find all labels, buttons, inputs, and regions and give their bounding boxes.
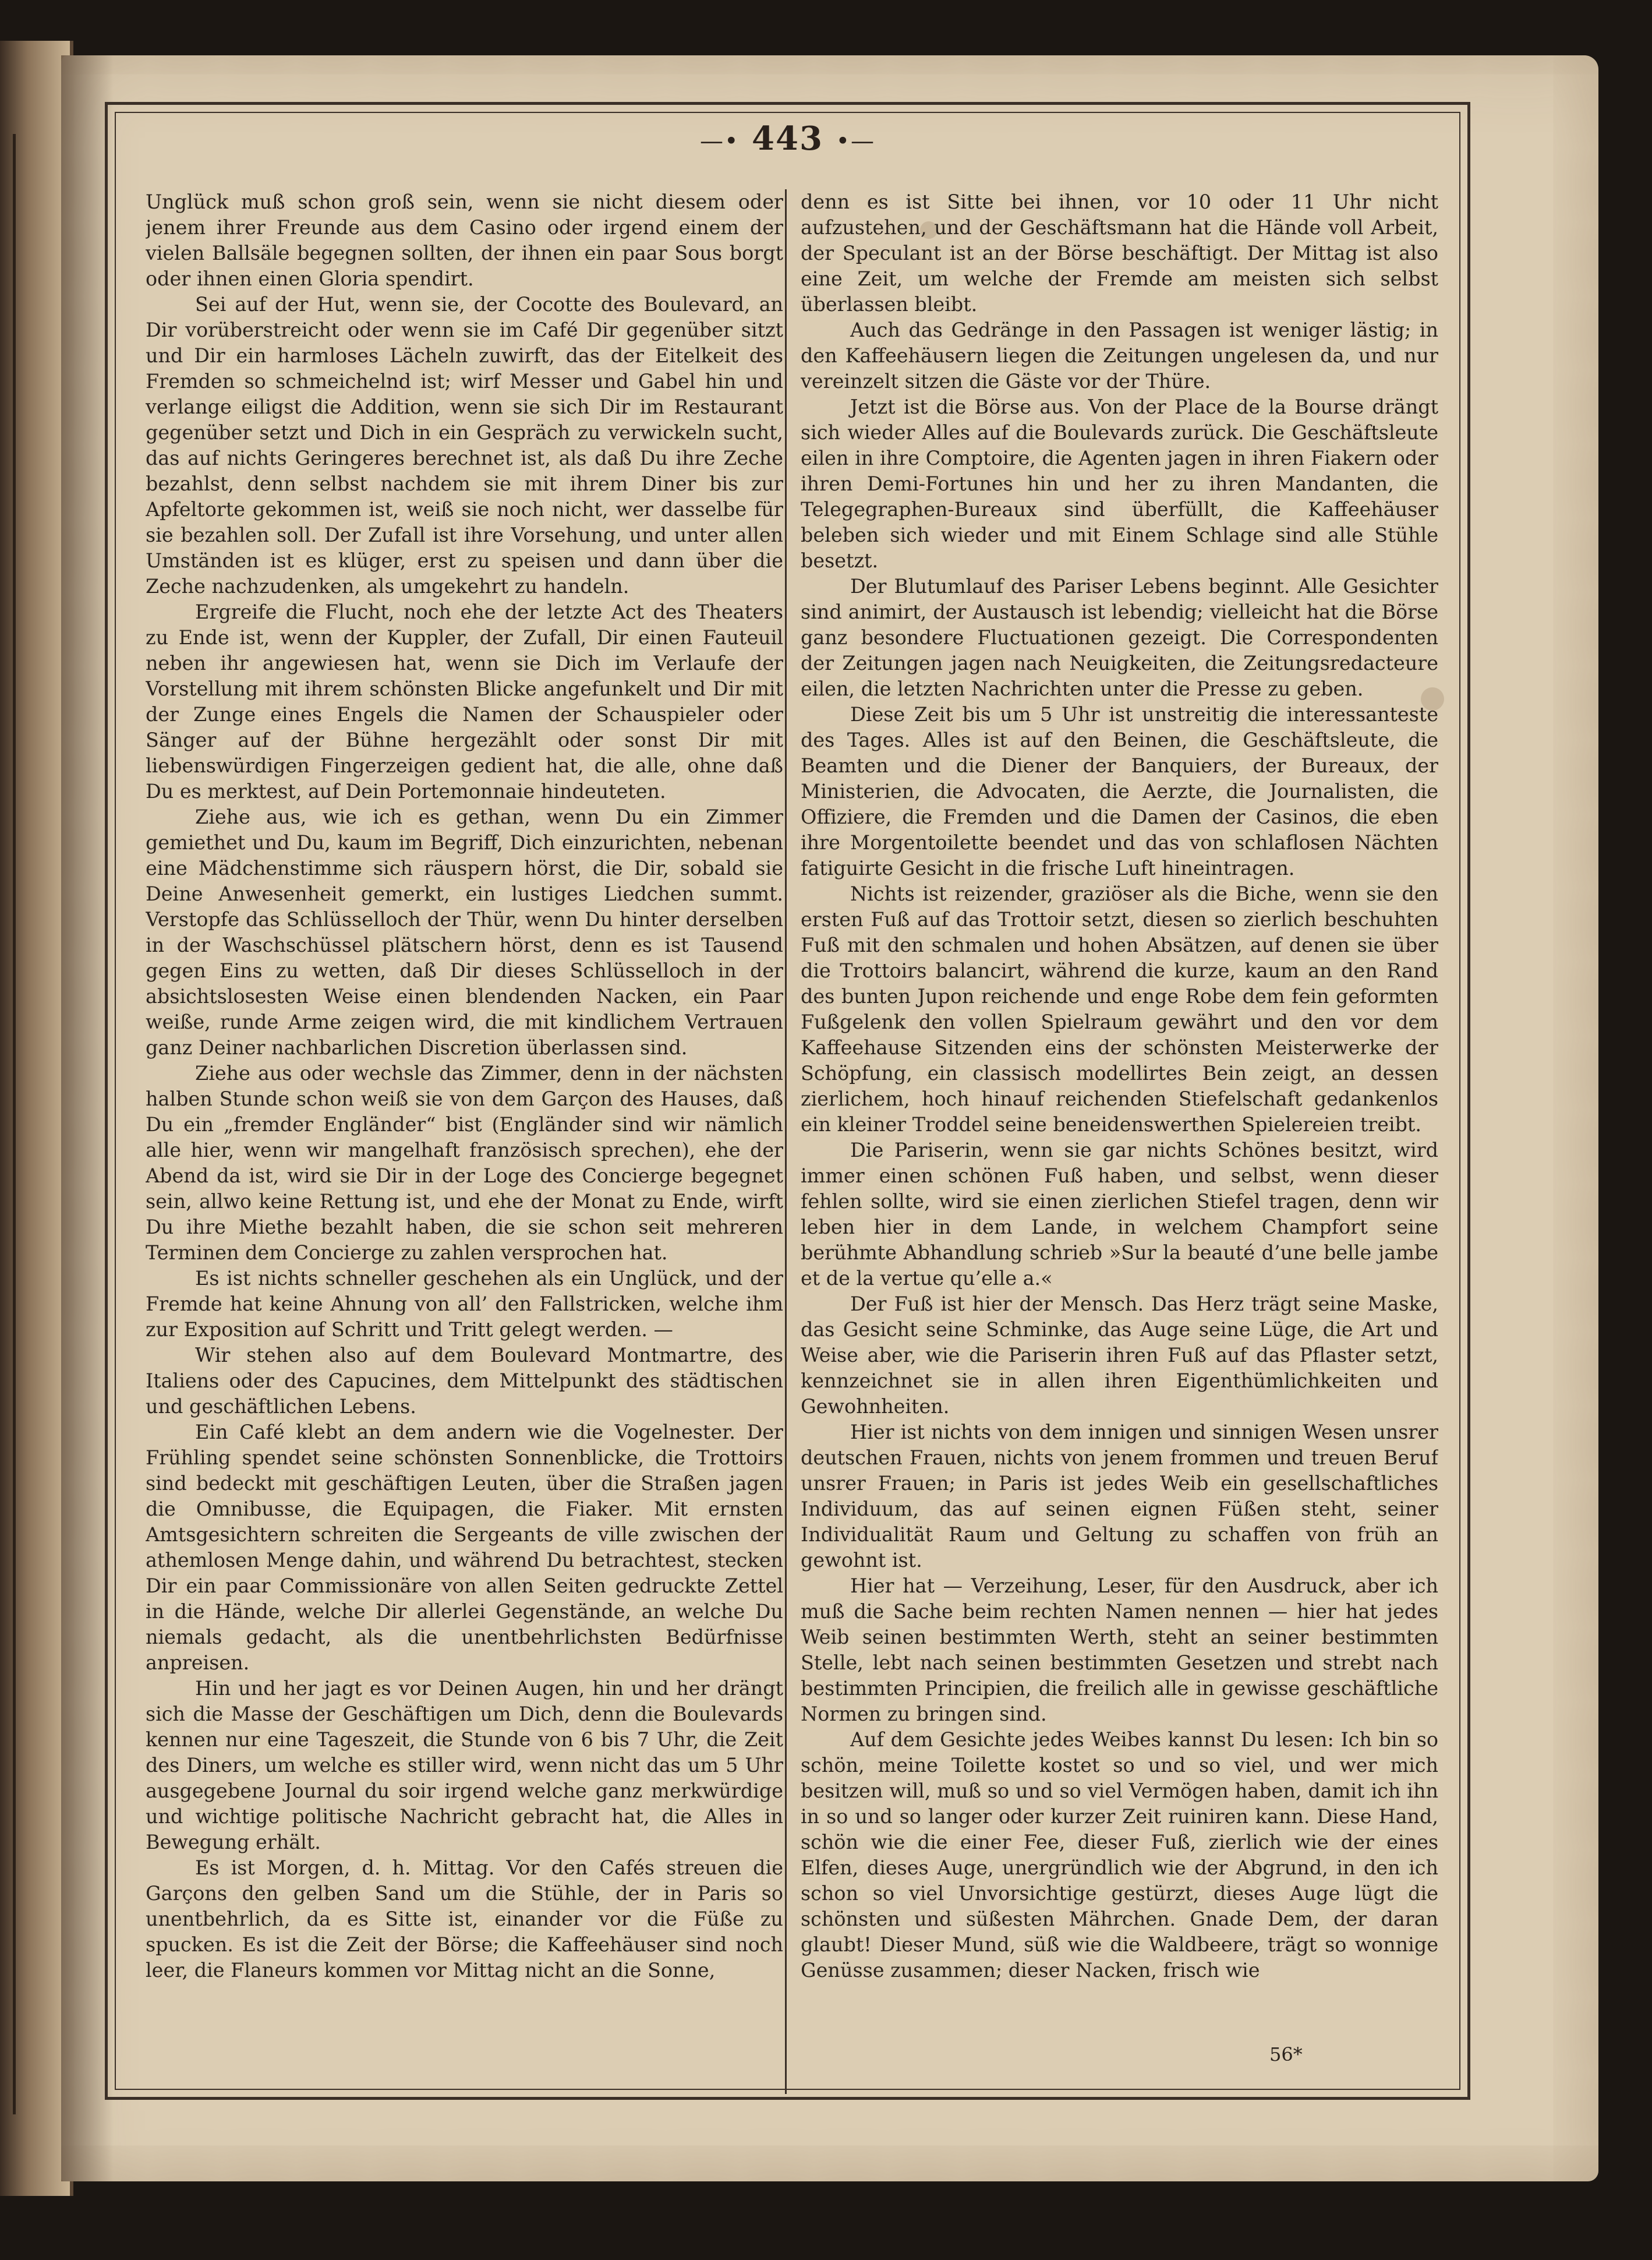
page-header <box>105 119 1470 158</box>
right-text-column <box>801 189 1438 2042</box>
paragraph: Ziehe aus oder wechsle das Zimmer, denn in der nächsten halben Stunde schon weiß sie von dem Garçon des Hauses, daß Du ein „fremder Engländer“ bist (Engländer sind wir nämlich alle hier, wenn wir mangelhaft französisch sprechen), ehe der Abend da ist, wird sie Dir in der Loge des Concierge begegnet sein, allwo keine Rettung ist, und ehe der Monat zu Ende, wirft Du ihre Miethe bezahlt haben, die sie schon seit mehreren Terminen dem Concierge zu zahlen versprochen hat. <box>146 1062 783 1264</box>
header-ornament-right: •— <box>836 128 876 155</box>
paragraph: Ziehe aus, wie ich es gethan, wenn Du ein Zimmer gemiethet und Du, kaum im Begriff, Dich einzurichten, nebenan eine Mädchenstimme sich räuspern hörst, die Dir, sobald sie Deine Anwesenheit gemerkt, ein lustiges Liedchen summt. Verstopfe das Schlüsselloch der Thür, wenn Du hinter derselben in der Waschschüssel plätschern hörst, denn es ist Tausend gegen Eins zu wetten, daß Dir dieses Schlüsselloch in der absichtslosesten Weise einen blendenden Nacken, ein Paar weiße, runde Arme zeigen wird, die mit kindlichem Vertrauen ganz Deiner nachbarlichen Discretion überlassen sind. <box>146 806 783 1059</box>
paragraph: denn es ist Sitte bei ihnen, vor 10 oder 11 Uhr nicht aufzustehen, und der Geschäftsmann hat die Hände voll Arbeit, der Speculant ist an der Börse beschäftigt. Der Mittag ist also eine Zeit, um welche der Fremde am meisten sich selbst überlassen bleibt. <box>801 190 1438 316</box>
paragraph: Auch das Gedränge in den Passagen ist weniger lästig; in den Kaffeehäusern liegen die Zeitungen ungelesen da, und nur vereinzelt sitzen die Gäste vor der Thüre. <box>801 319 1438 393</box>
header-ornament-left: —• <box>699 128 740 155</box>
paragraph: Auf dem Gesichte jedes Weibes kannst Du lesen: Ich bin so schön, meine Toilette kostet so und so viel, und wer mich besitzen will, muß so und so viel Vermögen haben, damit ich ihn in so und so langer oder kurzer Zeit ruiniren kann. Diese Hand, schön wie die einer Fee, dieser Fuß, zierlich wie der eines Elfen, dieses Auge, unergründlich wie der Abgrund, in den ich schon so viel Unvorsichtige gestürzt, dieses Auge lügt die schönsten und süßesten Mährchen. Gnade Dem, der daran glaubt! Dieser Mund, süß wie die Waldbeere, trägt so wonnige Genüsse zusammen; dieser Nacken, frisch wie <box>801 1728 1438 1982</box>
paragraph: Ergreife die Flucht, noch ehe der letzte Act des Theaters zu Ende ist, wenn der Kuppler, der Zufall, Dir einen Fauteuil neben ihr angewiesen hat, wenn sie Dich im Verlaufe der Vorstellung mit ihrem schönsten Blicke angefunkelt und Dir mit der Zunge eines Engels die Namen der Schauspieler oder Sänger auf der Bühne hergezählt oder sonst Dir mit liebenswürdigen Fingerzeigen gedient hat, die alle, ohne daß Du es merktest, auf Dein Portemonnaie hindeuteten. <box>146 601 783 803</box>
paragraph: Sei auf der Hut, wenn sie, der Cocotte des Boulevard, an Dir vorüberstreicht oder wenn sie im Café Dir gegenüber sitzt und Dir ein harmloses Lächeln zuwirft, das der Eitelkeit des Fremden so schmeichelnd ist; wirf Messer und Gabel hin und verlange eiligst die Addition, wenn sie sich Dir im Restaurant gegenüber setzt und Dich in ein Gespräch zu verwickeln sucht, das auf nichts Geringeres berechnet ist, als daß Du ihre Zeche bezahlst, denn selbst nachdem sie mit ihrem Diner bis zur Apfeltorte gekommen ist, weiß sie noch nicht, wer dasselbe für sie bezahlen soll. Der Zufall ist ihre Vorsehung, und unter allen Umständen ist es klüger, erst zu speisen und dann über die Zeche nachzudenken, als umgekehrt zu handeln. <box>146 293 783 598</box>
paragraph: Wir stehen also auf dem Boulevard Montmartre, des Italiens oder des Capucines, dem Mittelpunkt des städtischen und geschäftlichen Lebens. <box>146 1344 783 1418</box>
paragraph: Hier hat — Verzeihung, Leser, für den Ausdruck, aber ich muß die Sache beim rechten Namen nennen — hier hat jedes Weib seinen bestimmten Werth, steht an seiner bestimmten Stelle, lebt nach seinen bestimmten Gesetzen und strebt nach bestimmten Principien, die freilich alle in gewisse geschäftliche Normen zu bringen sind. <box>801 1574 1438 1725</box>
paragraph: Unglück muß schon groß sein, wenn sie nicht diesem oder jenem ihrer Freunde aus dem Casino oder irgend einem der vielen Ballsäle begegnen sollten, der ihnen ein paar Sous borgt oder ihnen einen Gloria spendirt. <box>146 190 783 290</box>
left-text-column <box>146 189 783 2042</box>
sheet-signature: 56* <box>1269 2043 1303 2065</box>
paragraph: Es ist Morgen, d. h. Mittag. Vor den Cafés streuen die Garçons den gelben Sand um die Stühle, der in Paris so unentbehrlich, da es Sitte ist, einander vor die Füße zu spucken. Es ist die Zeit der Börse; die Kaffeehäuser sind noch leer, die Flaneurs kommen vor Mittag nicht an die Sonne, <box>146 1856 783 1982</box>
left-page-rule <box>13 134 16 2114</box>
paragraph: Die Pariserin, wenn sie gar nichts Schönes besitzt, wird immer einen schönen Fuß haben, und selbst, wenn dieser fehlen sollte, wird sie einen zierlichen Stiefel tragen, denn wir leben hier in dem Lande, in welchem Champfort seine berühmte Abhandlung schrieb »Sur la beauté d’une belle jambe et de la vertue qu’elle a.« <box>801 1139 1438 1290</box>
paragraph: Hin und her jagt es vor Deinen Augen, hin und her drängt sich die Masse der Geschäftigen um Dich, denn die Boulevards kennen nur eine Tageszeit, die Stunde von 6 bis 7 Uhr, die Zeit des Diners, um welche es stiller wird, wenn nicht das um 5 Uhr ausgegebene Journal du soir irgend welche ganz merkwürdige und wichtige politische Nachricht gebracht hat, die Alles in Bewegung erhält. <box>146 1677 783 1853</box>
page-number: 443 <box>752 119 823 158</box>
paragraph: Diese Zeit bis um 5 Uhr ist unstreitig die interessanteste des Tages. Alles ist auf den Beinen, die Geschäftsleute, die Beamten und die Diener der Banquiers, der Bureaux, der Ministerien, die Advocaten, die Aerzte, die Journalisten, die Offiziere, die Fremden und die Damen der Casinos, die eben ihre Morgentoilette beendet und das von schlaflosen Nächten fatiguirte Gesicht in die frische Luft hineintragen. <box>801 703 1438 880</box>
paragraph: Der Fuß ist hier der Mensch. Das Herz trägt seine Maske, das Gesicht seine Schminke, das Auge seine Lüge, die Art und Weise aber, wie die Pariserin ihren Fuß auf das Pflaster setzt, kennzeichnet sie in allen ihren Eigenthümlichkeiten und Gewohnheiten. <box>801 1293 1438 1418</box>
paragraph: Jetzt ist die Börse aus. Von der Place de la Bourse drängt sich wieder Alles auf die Boulevards zurück. Die Geschäftsleute eilen in ihre Comptoire, die Agenten jagen in ihren Fiakern oder ihren Demi-Fortunes hin und her zu ihren Mandanten, die Telegegraphen-Bureaux sind überfüllt, die Kaffeehäuser beleben sich wieder und mit Einem Schlage sind alle Stühle besetzt. <box>801 396 1438 572</box>
paragraph: Es ist nichts schneller geschehen als ein Unglück, und der Fremde hat keine Ahnung von all’ den Fallstricken, welche ihm zur Exposition auf Schritt und Tritt gelegt werden. — <box>146 1267 783 1341</box>
paragraph: Nichts ist reizender, graziöser als die Biche, wenn sie den ersten Fuß auf das Trottoir setzt, diesen so zierlich beschuhten Fuß mit den schmalen und hohen Absätzen, auf denen sie über die Trottoirs balancirt, während die kurze, kaum an den Rand des bunten Jupon reichende und enge Robe dem fein geformten Fußgelenk den vollen Spielraum gewährt und den vor dem Kaffeehause Sitzenden eins der schönsten Meisterwerke der Schöpfung, ein classisch modellirtes Bein zeigt, an dessen zierlichem, hoch hinauf reichenden Stiefelschaft gedankenlos ein kleiner Troddel seine beneidenswerthen Spielereien treibt. <box>801 882 1438 1136</box>
paragraph: Ein Café klebt an dem andern wie die Vogelnester. Der Frühling spendet seine schönsten Sonnenblicke, die Trottoirs sind bedeckt mit geschäftigen Leuten, über die Straßen jagen die Omnibusse, die Equipagen, die Fiaker. Mit ernsten Amtsgesichtern schreiten die Sergeants de ville zwischen der athemlosen Menge dahin, und während Du betrachtest, stecken Dir ein paar Commissionäre von allen Seiten gedruckte Zettel in die Hände, welche Dir allerlei Gegenstände, an welche Du niemals gedacht, als die unentbehrlichsten Bedürfnisse anpreisen. <box>146 1421 783 1674</box>
column-divider <box>785 189 787 2094</box>
paragraph: Hier ist nichts von dem innigen und sinnigen Wesen unsrer deutschen Frauen, nichts von jenem frommen und treuen Beruf unsrer Frauen; in Paris ist jedes Weib ein gesellschaftliches Individuum, das auf seinen eignen Füßen steht, seiner Individualität Raum und Geltung zu schaffen von früh an gewohnt ist. <box>801 1421 1438 1572</box>
paragraph: Der Blutumlauf des Pariser Lebens beginnt. Alle Gesichter sind animirt, der Austausch ist lebendig; vielleicht hat die Börse ganz besondere Fluctuationen gezeigt. Die Correspondenten der Zeitungen jagen nach Neuigkeiten, die Zeitungsredacteure eilen, die letzten Nachrichten unter die Presse zu geben. <box>801 575 1438 700</box>
